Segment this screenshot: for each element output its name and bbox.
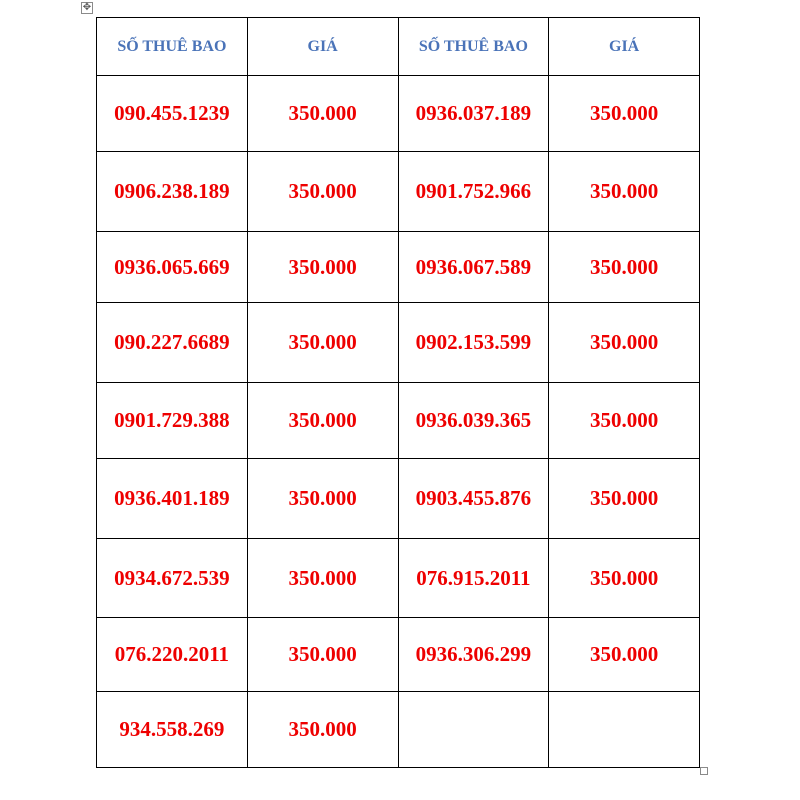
price-cell: 350.000 (549, 618, 700, 692)
phone-number-cell: 076.915.2011 (398, 539, 549, 618)
phone-number-cell: 0936.037.189 (398, 76, 549, 152)
table-row (97, 692, 700, 768)
header-phone-number-1: SỐ THUÊ BAO (97, 18, 248, 76)
price-cell: 350.000 (247, 539, 398, 618)
table-resize-handle-icon[interactable] (700, 767, 708, 775)
phone-number-cell: 090.455.1239 (97, 76, 248, 152)
phone-number-price-table (96, 17, 700, 768)
table-row (97, 152, 700, 232)
table-row (97, 459, 700, 539)
phone-number-cell: 0903.455.876 (398, 459, 549, 539)
phone-number-cell: 0936.067.589 (398, 232, 549, 303)
phone-number-cell: 934.558.269 (97, 692, 248, 768)
price-cell: 350.000 (247, 152, 398, 232)
empty-cell (398, 692, 549, 768)
price-cell: 350.000 (549, 232, 700, 303)
price-cell: 350.000 (549, 303, 700, 383)
phone-number-cell: 090.227.6689 (97, 303, 248, 383)
empty-cell (549, 692, 700, 768)
table-header-row (97, 18, 700, 76)
price-cell: 350.000 (247, 459, 398, 539)
price-cell: 350.000 (549, 76, 700, 152)
table-row (97, 303, 700, 383)
table-row (97, 618, 700, 692)
header-price-2: GIÁ (549, 18, 700, 76)
table-row (97, 539, 700, 618)
price-cell: 350.000 (549, 383, 700, 459)
phone-number-cell: 0901.729.388 (97, 383, 248, 459)
phone-number-cell: 0934.672.539 (97, 539, 248, 618)
header-price-1: GIÁ (247, 18, 398, 76)
price-cell: 350.000 (247, 303, 398, 383)
phone-number-cell: 0936.401.189 (97, 459, 248, 539)
phone-number-cell: 0902.153.599 (398, 303, 549, 383)
table-row (97, 232, 700, 303)
price-cell: 350.000 (549, 152, 700, 232)
phone-number-cell: 0906.238.189 (97, 152, 248, 232)
price-cell: 350.000 (549, 539, 700, 618)
price-cell: 350.000 (247, 232, 398, 303)
table-row (97, 383, 700, 459)
phone-number-cell: 0936.065.669 (97, 232, 248, 303)
price-cell: 350.000 (247, 692, 398, 768)
header-phone-number-2: SỐ THUÊ BAO (398, 18, 549, 76)
phone-number-cell: 0901.752.966 (398, 152, 549, 232)
phone-number-cell: 076.220.2011 (97, 618, 248, 692)
price-cell: 350.000 (549, 459, 700, 539)
price-cell: 350.000 (247, 618, 398, 692)
table-move-handle-icon[interactable]: ✥ (82, 2, 92, 13)
price-cell: 350.000 (247, 383, 398, 459)
price-cell: 350.000 (247, 76, 398, 152)
phone-number-cell: 0936.306.299 (398, 618, 549, 692)
phone-number-cell: 0936.039.365 (398, 383, 549, 459)
table-row (97, 76, 700, 152)
